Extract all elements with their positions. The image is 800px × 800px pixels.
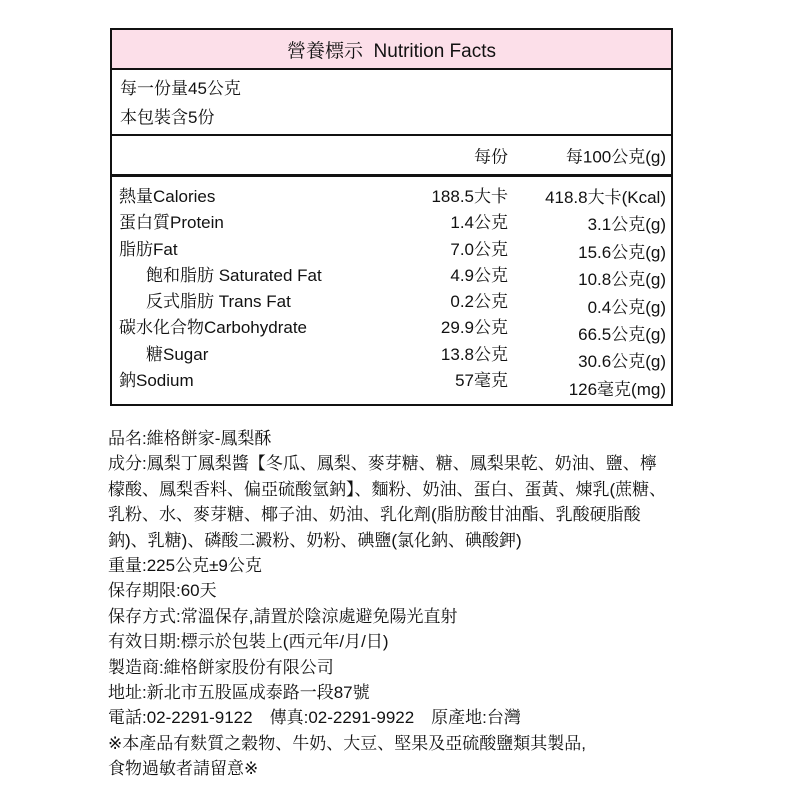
per-serving-column	[431, 184, 508, 394]
per-100g-value: 30.6公克(g)	[578, 352, 666, 372]
info-line-product-name: 品名:維格餅家-鳳梨酥	[108, 429, 272, 448]
per-100g-value: 126毫克(mg)	[568, 379, 666, 399]
per-100g-value: 3.1公克(g)	[587, 215, 666, 235]
per-100g-value: 0.4公克(g)	[587, 297, 666, 317]
nutrient-name: 碳水化合物Carbohydrate	[119, 318, 308, 338]
info-line-ingredients: 檬酸、鳳梨香料、偏亞硫酸氫鈉】、麵粉、奶油、蛋白、蛋黃、煉乳(蔗糖、	[108, 479, 667, 499]
servings-per-package: 本包裝含5份	[120, 108, 215, 127]
nutrient-name: 鈉Sodium	[119, 371, 194, 391]
nutrient-name: 飽和脂肪 Saturated Fat	[146, 265, 322, 285]
per-serving-value: 13.8公克	[440, 344, 508, 364]
nutrient-name-column	[119, 184, 322, 394]
per-serving-value: 7.0公克	[450, 239, 508, 259]
nutrition-table	[110, 28, 673, 406]
info-line-expiry: 有效日期:標示於包裝上(西元年/月/日)	[108, 632, 389, 652]
info-line-storage: 保存方式:常溫保存,請置於陰涼處避免陽光直射	[108, 606, 458, 626]
nutrition-title: 營養標示 Nutrition Facts	[286, 40, 497, 62]
per-100g-value: 418.8大卡(Kcal)	[545, 188, 666, 207]
info-line-allergen-warning: ※本產品有麩質之穀物、牛奶、大豆、堅果及亞硫酸鹽類其製品,	[108, 733, 586, 753]
per-100g-value: 10.8公克(g)	[578, 270, 666, 290]
info-line-ingredients: 乳粉、水、麥芽糖、椰子油、奶油、乳化劑(脂肪酸甘油酯、乳酸硬脂酸	[108, 505, 641, 525]
per-serving-value: 0.2公克	[450, 292, 508, 312]
serving-info-section	[112, 70, 671, 136]
info-line-manufacturer: 製造商:維格餅家股份有限公司	[108, 657, 334, 677]
per-100g-value: 66.5公克(g)	[578, 325, 666, 345]
info-line-weight: 重量:225公克±9公克	[108, 556, 262, 576]
product-info-block	[108, 426, 748, 782]
info-line-allergen-warning: 食物過敏者請留意※	[108, 759, 259, 779]
nutrient-name: 脂肪Fat	[119, 239, 178, 259]
info-line-shelf-life: 保存期限:60天	[108, 581, 217, 601]
column-header-per-100g: 每100公克(g)	[565, 147, 666, 167]
per-serving-value: 1.4公克	[450, 213, 508, 233]
per-serving-value: 4.9公克	[450, 265, 508, 285]
info-line-ingredients: 成分:鳳梨丁鳳梨醬【冬瓜、鳳梨、麥芽糖、糖、鳳梨果乾、奶油、鹽、檸	[108, 454, 657, 474]
nutrient-name: 蛋白質Protein	[119, 213, 224, 233]
per-serving-value: 188.5大卡	[431, 187, 508, 206]
info-line-phone-fax-origin: 電話:02-2291-9122 傳真:02-2291-9922 原產地:台灣	[108, 708, 521, 728]
nutrient-rows-section	[112, 177, 671, 404]
per-serving-value: 29.9公克	[440, 318, 508, 338]
column-header-per-serving: 每份	[474, 147, 508, 167]
nutrient-name: 反式脂肪 Trans Fat	[146, 292, 291, 312]
column-header-row	[112, 136, 671, 177]
per-100g-column	[545, 184, 666, 403]
nutrient-name: 熱量Calories	[119, 187, 216, 206]
per-serving-value: 57毫克	[455, 371, 508, 391]
serving-size: 每一份量45公克	[120, 79, 241, 98]
per-100g-value: 15.6公克(g)	[578, 242, 666, 262]
nutrition-title-bar	[112, 30, 671, 70]
nutrient-name: 糖Sugar	[146, 344, 209, 364]
info-line-ingredients: 鈉)、乳糖)、磷酸二澱粉、奶粉、碘鹽(氯化鈉、碘酸鉀)	[108, 530, 522, 550]
info-line-address: 地址:新北市五股區成泰路一段87號	[108, 683, 370, 703]
